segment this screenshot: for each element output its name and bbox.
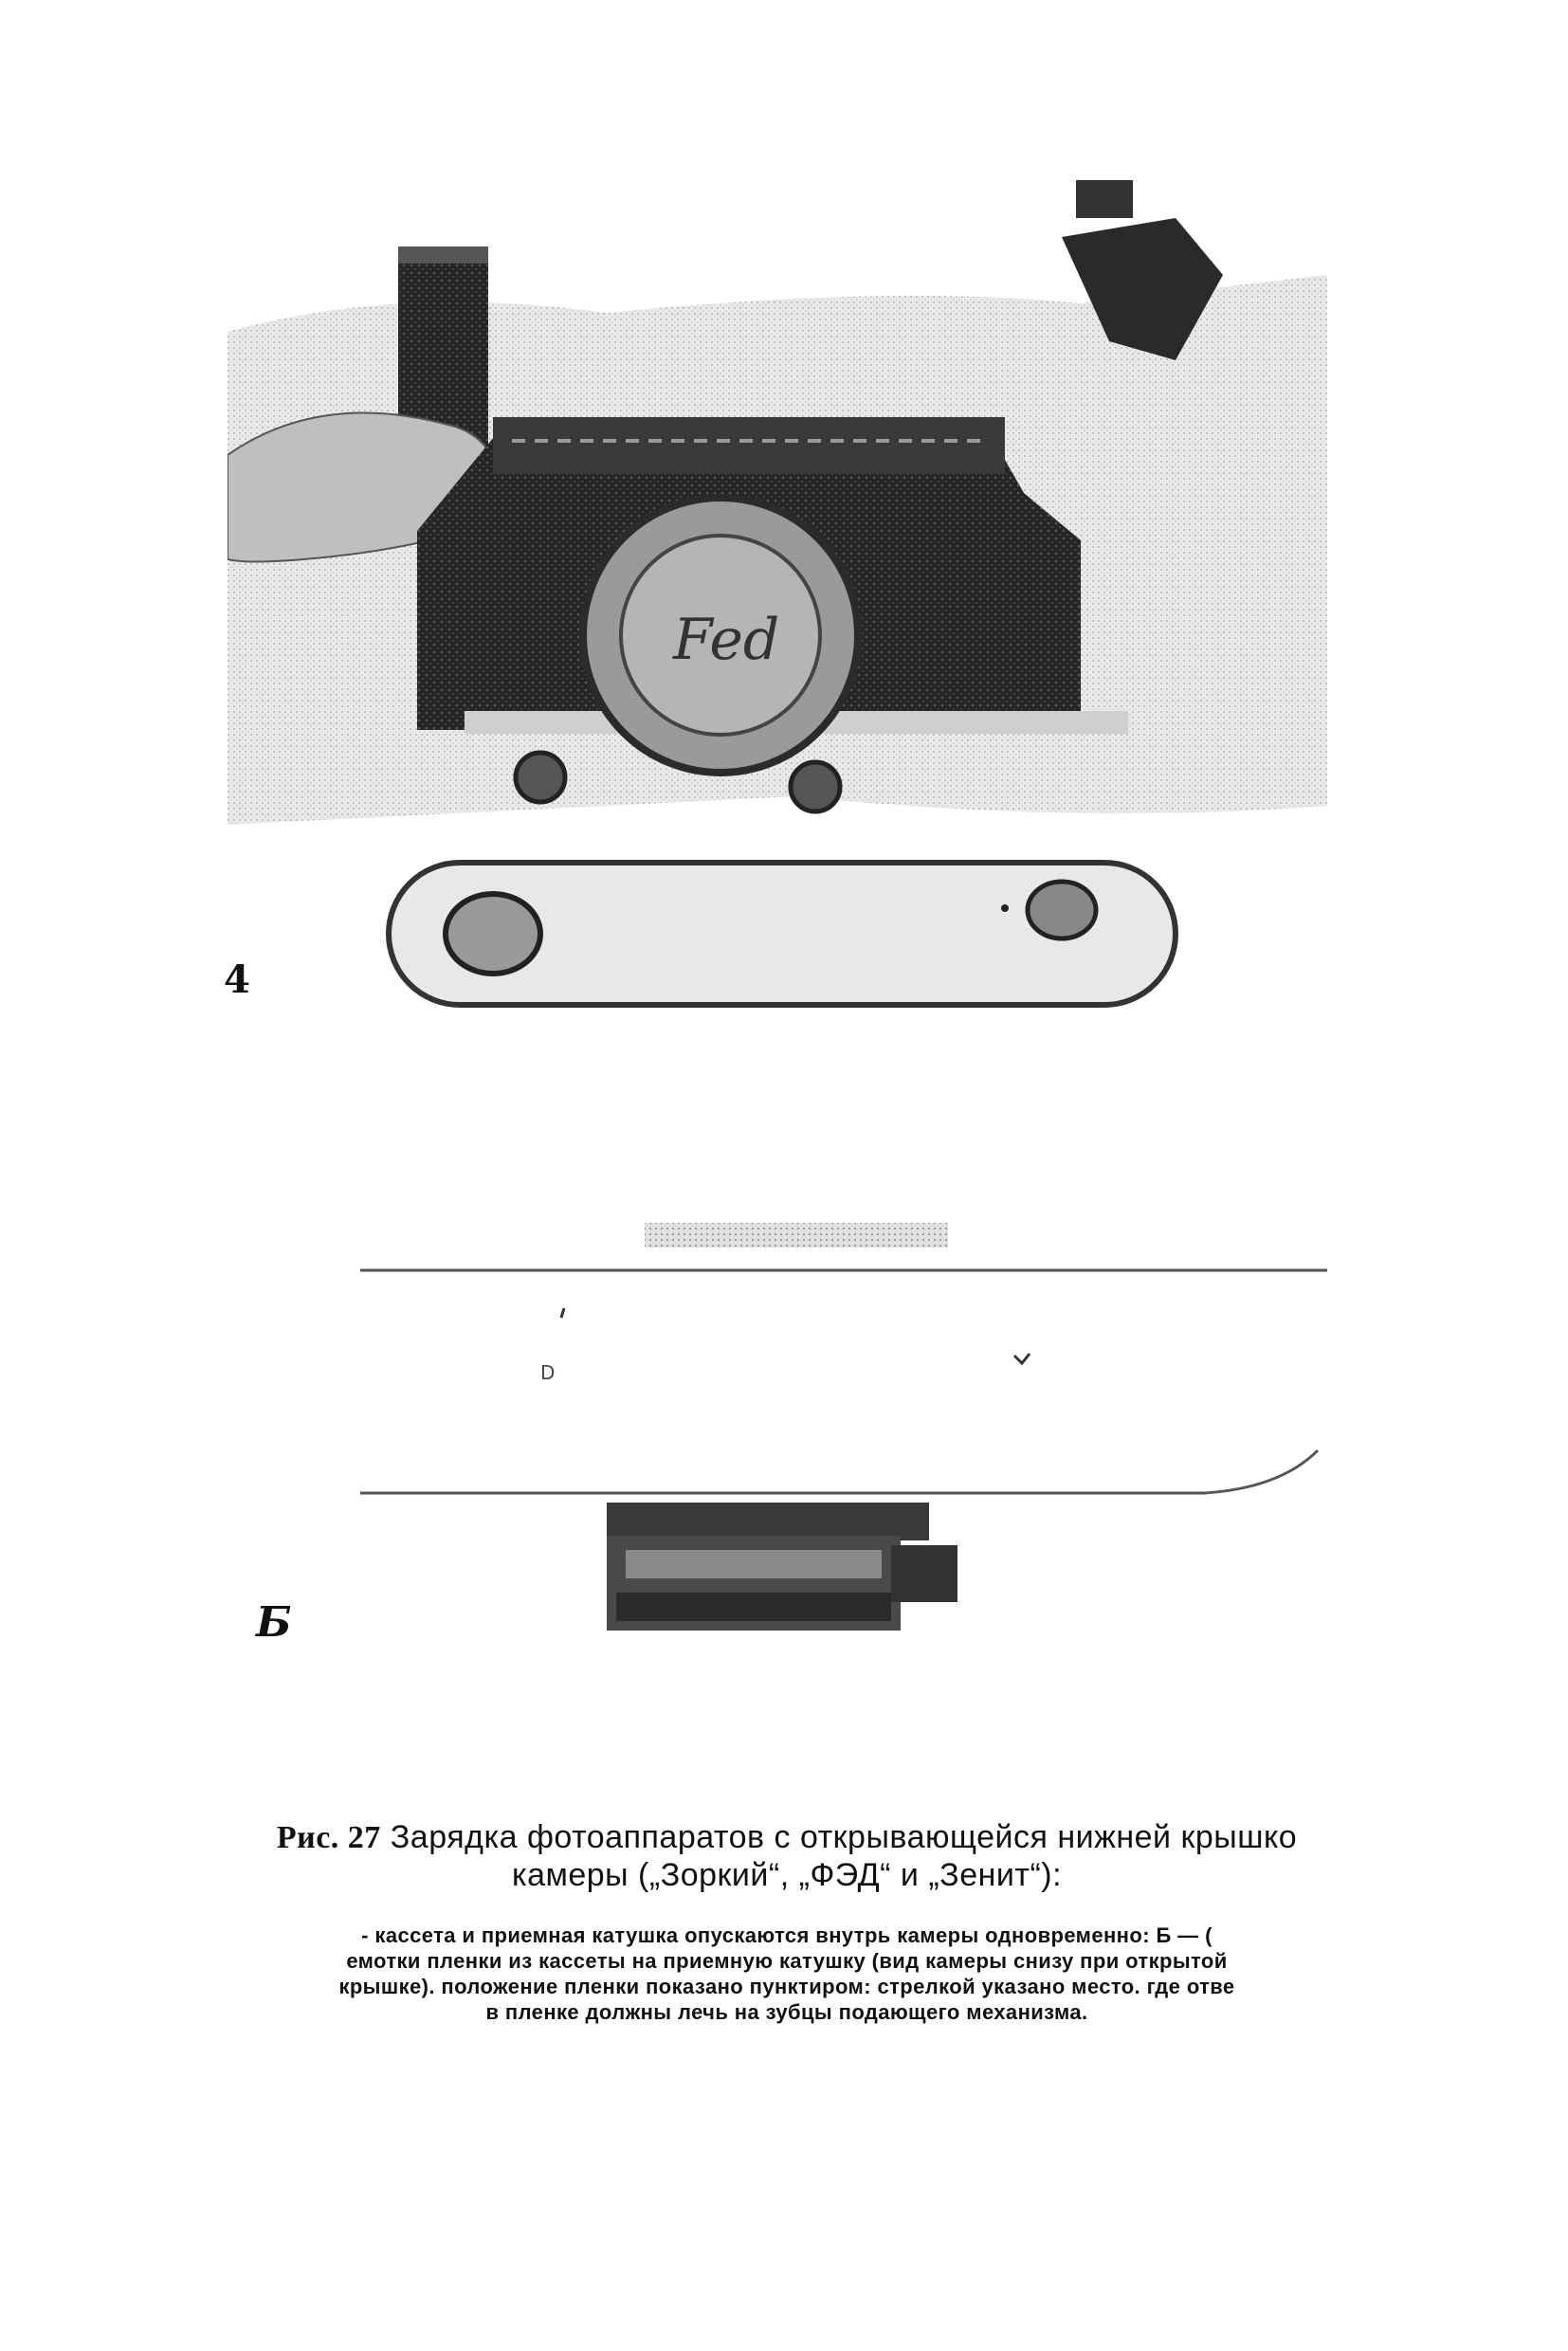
- caption-body-line3: крышке). положение пленки показано пунктиром: стрелкой указано место. где отве: [338, 1975, 1235, 1998]
- caption-body-line1: - кассета и приемная катушка опускаются внутрь камеры одновременно: Б — (: [361, 1923, 1212, 1947]
- figure-number: Рис. 27: [276, 1820, 381, 1855]
- figure-caption-title: [237, 1818, 1337, 1857]
- lens-bottom: [607, 1503, 957, 1631]
- bottom-cover-plate: [389, 863, 1176, 1005]
- caption-body-line2: емотки пленки из кассеты на приемную катушку (вид камеры снизу при открытой: [346, 1949, 1228, 1973]
- caption-title-line1: Зарядка фотоаппаратов с открывающейся нижней крышко: [390, 1819, 1298, 1855]
- panel-label-a: 4: [224, 957, 250, 1002]
- panel-label-b: Б: [256, 1598, 292, 1647]
- lens-logo: Fed: [673, 607, 780, 673]
- caption-body-line4: в пленке должны лечь на зубцы подающего механизма.: [485, 2000, 1088, 2024]
- lens: [583, 498, 858, 773]
- svg-text:D: D: [540, 1361, 556, 1384]
- photo-camera-loading: [228, 142, 1327, 1043]
- caption-title-line2: камеры („Зоркий“, „ФЭД“ и „Зенит“):: [511, 1857, 1063, 1893]
- photo-camera-bottom-view: [228, 1176, 1327, 1763]
